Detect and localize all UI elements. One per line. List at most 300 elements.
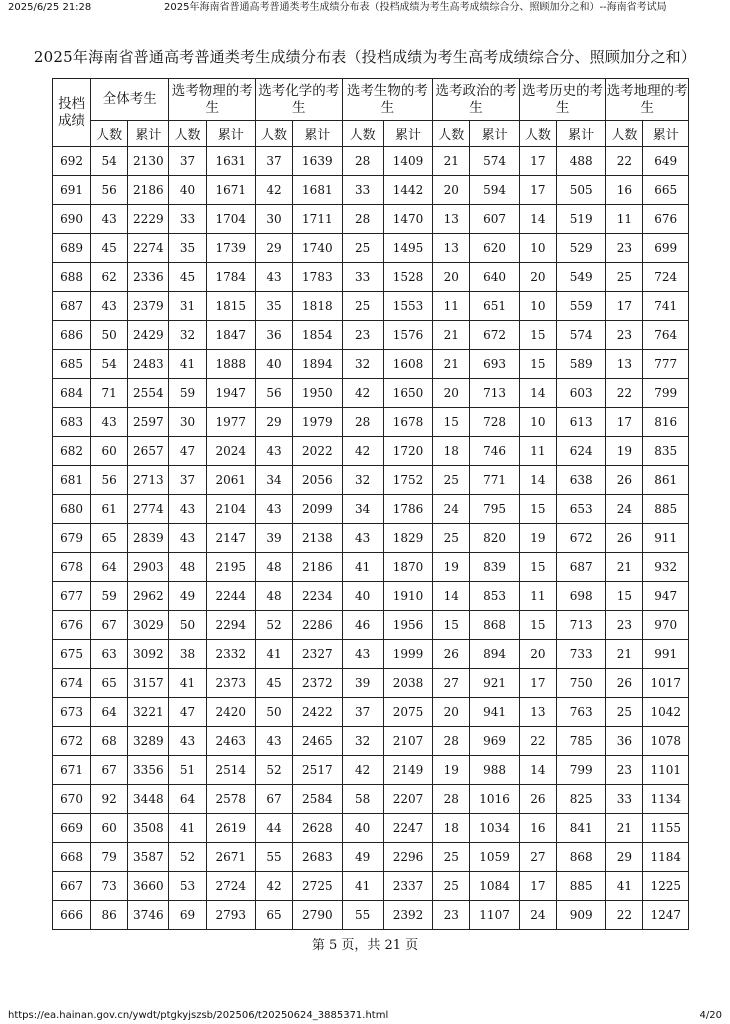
sub-header-count: 人数 [169, 121, 206, 147]
cell-all-count: 43 [91, 292, 128, 321]
cell-geography-cumulative: 699 [643, 234, 689, 263]
cell-history-cumulative: 589 [556, 350, 605, 379]
cell-politics-cumulative: 988 [470, 756, 519, 785]
cell-all-count: 64 [91, 553, 128, 582]
cell-politics-cumulative: 853 [470, 582, 519, 611]
cell-history-cumulative: 624 [556, 437, 605, 466]
cell-physics-count: 38 [169, 640, 206, 669]
cell-all-cumulative: 2483 [128, 350, 169, 379]
cell-all-cumulative: 3508 [128, 814, 169, 843]
cell-chemistry-cumulative: 2422 [293, 698, 342, 727]
cell-biology-count: 25 [342, 292, 383, 321]
cell-geography-count: 33 [606, 785, 643, 814]
table-row [53, 814, 689, 843]
cell-politics-cumulative: 640 [470, 263, 519, 292]
cell-history-count: 15 [519, 495, 556, 524]
cell-chemistry-count: 43 [256, 727, 293, 756]
cell-politics-count: 25 [433, 466, 470, 495]
cell-score: 683 [53, 408, 91, 437]
cell-biology-cumulative: 2207 [383, 785, 432, 814]
cell-history-cumulative: 549 [556, 263, 605, 292]
cell-physics-cumulative: 2578 [206, 785, 255, 814]
cell-biology-count: 40 [342, 582, 383, 611]
cell-score: 681 [53, 466, 91, 495]
cell-politics-cumulative: 607 [470, 205, 519, 234]
cell-politics-cumulative: 795 [470, 495, 519, 524]
cell-geography-count: 29 [606, 843, 643, 872]
cell-geography-cumulative: 911 [643, 524, 689, 553]
cell-politics-cumulative: 620 [470, 234, 519, 263]
group-header-row [53, 79, 689, 121]
sub-header-row [53, 121, 689, 147]
cell-geography-count: 11 [606, 205, 643, 234]
cell-all-cumulative: 2713 [128, 466, 169, 495]
cell-history-count: 14 [519, 205, 556, 234]
cell-chemistry-cumulative: 2099 [293, 495, 342, 524]
cell-chemistry-cumulative: 1639 [293, 147, 342, 176]
cell-biology-cumulative: 1495 [383, 234, 432, 263]
cell-physics-count: 41 [169, 350, 206, 379]
group-header-biology: 选考生物的考生 [342, 79, 433, 121]
cell-all-count: 62 [91, 263, 128, 292]
cell-biology-count: 46 [342, 611, 383, 640]
cell-politics-count: 25 [433, 872, 470, 901]
cell-score: 671 [53, 756, 91, 785]
table-row [53, 756, 689, 785]
cell-history-count: 10 [519, 292, 556, 321]
cell-all-cumulative: 2657 [128, 437, 169, 466]
cell-chemistry-cumulative: 2725 [293, 872, 342, 901]
cell-biology-cumulative: 1720 [383, 437, 432, 466]
cell-physics-cumulative: 1631 [206, 147, 255, 176]
cell-score: 676 [53, 611, 91, 640]
cell-history-count: 10 [519, 234, 556, 263]
cell-biology-count: 33 [342, 263, 383, 292]
cell-chemistry-count: 43 [256, 437, 293, 466]
cell-physics-count: 32 [169, 321, 206, 350]
cell-biology-cumulative: 1470 [383, 205, 432, 234]
cell-all-cumulative: 2130 [128, 147, 169, 176]
cell-physics-count: 51 [169, 756, 206, 785]
cell-all-count: 71 [91, 379, 128, 408]
print-page-title: 2025年海南省普通高考普通类考生成绩分布表（投档成绩为考生高考成绩综合分、照顾加分之和）--海南省考试局 [164, 2, 667, 13]
cell-score: 672 [53, 727, 91, 756]
cell-chemistry-count: 29 [256, 408, 293, 437]
cell-history-count: 11 [519, 437, 556, 466]
cell-biology-count: 43 [342, 524, 383, 553]
cell-physics-cumulative: 2024 [206, 437, 255, 466]
table-row [53, 263, 689, 292]
table-body [53, 147, 689, 930]
group-header-geography: 选考地理的考生 [606, 79, 689, 121]
cell-all-cumulative: 2274 [128, 234, 169, 263]
cell-chemistry-cumulative: 1711 [293, 205, 342, 234]
cell-chemistry-cumulative: 2186 [293, 553, 342, 582]
table-row [53, 437, 689, 466]
cell-physics-cumulative: 1977 [206, 408, 255, 437]
cell-geography-cumulative: 741 [643, 292, 689, 321]
cell-geography-count: 24 [606, 495, 643, 524]
sub-header-count: 人数 [433, 121, 470, 147]
cell-geography-cumulative: 970 [643, 611, 689, 640]
cell-history-count: 14 [519, 466, 556, 495]
cell-geography-cumulative: 816 [643, 408, 689, 437]
group-header-all: 全体考生 [91, 79, 169, 121]
cell-politics-count: 13 [433, 234, 470, 263]
cell-physics-count: 52 [169, 843, 206, 872]
cell-biology-cumulative: 1576 [383, 321, 432, 350]
cell-biology-cumulative: 1442 [383, 176, 432, 205]
cell-politics-cumulative: 1084 [470, 872, 519, 901]
table-row [53, 176, 689, 205]
cell-all-count: 54 [91, 147, 128, 176]
sub-header-cumulative: 累计 [128, 121, 169, 147]
cell-geography-count: 23 [606, 321, 643, 350]
cell-geography-cumulative: 991 [643, 640, 689, 669]
cell-geography-count: 16 [606, 176, 643, 205]
cell-all-count: 86 [91, 901, 128, 930]
cell-geography-cumulative: 1101 [643, 756, 689, 785]
cell-biology-count: 23 [342, 321, 383, 350]
cell-biology-count: 42 [342, 437, 383, 466]
cell-all-count: 43 [91, 205, 128, 234]
group-header-physics: 选考物理的考生 [169, 79, 256, 121]
sub-header-cumulative: 累计 [556, 121, 605, 147]
cell-politics-count: 21 [433, 147, 470, 176]
cell-chemistry-cumulative: 1818 [293, 292, 342, 321]
cell-history-count: 14 [519, 379, 556, 408]
table-row [53, 524, 689, 553]
cell-all-count: 73 [91, 872, 128, 901]
cell-physics-count: 47 [169, 437, 206, 466]
cell-politics-cumulative: 771 [470, 466, 519, 495]
cell-chemistry-cumulative: 2372 [293, 669, 342, 698]
cell-physics-cumulative: 1847 [206, 321, 255, 350]
cell-chemistry-cumulative: 2327 [293, 640, 342, 669]
cell-history-cumulative: 713 [556, 611, 605, 640]
cell-biology-count: 42 [342, 379, 383, 408]
cell-biology-count: 41 [342, 553, 383, 582]
cell-physics-cumulative: 2619 [206, 814, 255, 843]
group-header-chemistry: 选考化学的考生 [256, 79, 343, 121]
cell-politics-cumulative: 1107 [470, 901, 519, 930]
cell-all-cumulative: 3029 [128, 611, 169, 640]
cell-politics-count: 14 [433, 582, 470, 611]
table-row [53, 147, 689, 176]
page-indicator: 第 5 页，共 21 页 [311, 938, 419, 953]
cell-physics-count: 37 [169, 466, 206, 495]
cell-physics-count: 35 [169, 234, 206, 263]
cell-chemistry-count: 42 [256, 872, 293, 901]
sub-header-cumulative: 累计 [383, 121, 432, 147]
cell-geography-count: 22 [606, 379, 643, 408]
cell-chemistry-cumulative: 1854 [293, 321, 342, 350]
cell-geography-count: 13 [606, 350, 643, 379]
cell-physics-cumulative: 2373 [206, 669, 255, 698]
cell-geography-count: 36 [606, 727, 643, 756]
cell-chemistry-count: 34 [256, 466, 293, 495]
cell-biology-cumulative: 1910 [383, 582, 432, 611]
cell-politics-count: 15 [433, 611, 470, 640]
cell-physics-count: 43 [169, 495, 206, 524]
cell-politics-cumulative: 868 [470, 611, 519, 640]
cell-geography-cumulative: 799 [643, 379, 689, 408]
table-row [53, 408, 689, 437]
cell-politics-count: 21 [433, 350, 470, 379]
cell-biology-cumulative: 1553 [383, 292, 432, 321]
cell-chemistry-count: 41 [256, 640, 293, 669]
cell-chemistry-count: 36 [256, 321, 293, 350]
cell-physics-cumulative: 1704 [206, 205, 255, 234]
cell-physics-count: 47 [169, 698, 206, 727]
cell-score: 679 [53, 524, 91, 553]
cell-score: 688 [53, 263, 91, 292]
sub-header-count: 人数 [91, 121, 128, 147]
cell-all-count: 60 [91, 437, 128, 466]
cell-history-count: 11 [519, 582, 556, 611]
cell-score: 692 [53, 147, 91, 176]
cell-physics-cumulative: 2332 [206, 640, 255, 669]
cell-politics-count: 21 [433, 321, 470, 350]
cell-geography-count: 21 [606, 553, 643, 582]
cell-chemistry-cumulative: 1950 [293, 379, 342, 408]
cell-geography-cumulative: 835 [643, 437, 689, 466]
group-header-history: 选考历史的考生 [519, 79, 606, 121]
cell-geography-count: 21 [606, 814, 643, 843]
cell-geography-cumulative: 724 [643, 263, 689, 292]
cell-biology-cumulative: 2296 [383, 843, 432, 872]
cell-history-count: 17 [519, 669, 556, 698]
cell-history-cumulative: 785 [556, 727, 605, 756]
cell-history-count: 17 [519, 147, 556, 176]
cell-score: 689 [53, 234, 91, 263]
cell-all-cumulative: 2774 [128, 495, 169, 524]
cell-all-cumulative: 2839 [128, 524, 169, 553]
cell-all-cumulative: 2379 [128, 292, 169, 321]
cell-history-count: 15 [519, 611, 556, 640]
cell-physics-count: 41 [169, 669, 206, 698]
cell-biology-count: 25 [342, 234, 383, 263]
cell-history-cumulative: 733 [556, 640, 605, 669]
cell-biology-cumulative: 1608 [383, 350, 432, 379]
cell-chemistry-count: 29 [256, 234, 293, 263]
cell-politics-count: 19 [433, 756, 470, 785]
table-row [53, 466, 689, 495]
cell-politics-cumulative: 969 [470, 727, 519, 756]
cell-score: 690 [53, 205, 91, 234]
cell-geography-count: 26 [606, 466, 643, 495]
cell-politics-cumulative: 820 [470, 524, 519, 553]
cell-history-count: 15 [519, 321, 556, 350]
table-row [53, 785, 689, 814]
cell-physics-count: 59 [169, 379, 206, 408]
cell-physics-count: 45 [169, 263, 206, 292]
cell-physics-cumulative: 2195 [206, 553, 255, 582]
cell-biology-count: 49 [342, 843, 383, 872]
cell-politics-count: 24 [433, 495, 470, 524]
table-row [53, 640, 689, 669]
cell-geography-cumulative: 777 [643, 350, 689, 379]
cell-politics-cumulative: 651 [470, 292, 519, 321]
cell-politics-count: 19 [433, 553, 470, 582]
cell-history-cumulative: 638 [556, 466, 605, 495]
table-row [53, 901, 689, 930]
cell-geography-count: 25 [606, 263, 643, 292]
cell-history-cumulative: 909 [556, 901, 605, 930]
cell-politics-cumulative: 894 [470, 640, 519, 669]
cell-biology-cumulative: 1999 [383, 640, 432, 669]
sub-header-count: 人数 [256, 121, 293, 147]
cell-all-count: 60 [91, 814, 128, 843]
cell-all-count: 56 [91, 466, 128, 495]
cell-physics-count: 33 [169, 205, 206, 234]
sub-header-cumulative: 累计 [293, 121, 342, 147]
cell-chemistry-cumulative: 2683 [293, 843, 342, 872]
cell-history-count: 20 [519, 263, 556, 292]
cell-physics-cumulative: 1947 [206, 379, 255, 408]
cell-chemistry-count: 42 [256, 176, 293, 205]
cell-politics-cumulative: 574 [470, 147, 519, 176]
cell-history-cumulative: 687 [556, 553, 605, 582]
sub-header-cumulative: 累计 [470, 121, 519, 147]
table-row [53, 379, 689, 408]
cell-geography-cumulative: 1247 [643, 901, 689, 930]
cell-physics-count: 50 [169, 611, 206, 640]
table-row [53, 727, 689, 756]
cell-biology-count: 32 [342, 350, 383, 379]
cell-politics-count: 28 [433, 727, 470, 756]
cell-chemistry-count: 30 [256, 205, 293, 234]
cell-geography-cumulative: 665 [643, 176, 689, 205]
cell-politics-count: 20 [433, 176, 470, 205]
cell-chemistry-count: 44 [256, 814, 293, 843]
cell-geography-cumulative: 764 [643, 321, 689, 350]
cell-politics-count: 18 [433, 437, 470, 466]
cell-geography-count: 23 [606, 611, 643, 640]
cell-history-cumulative: 505 [556, 176, 605, 205]
cell-biology-count: 42 [342, 756, 383, 785]
cell-geography-cumulative: 1017 [643, 669, 689, 698]
cell-score: 666 [53, 901, 91, 930]
sub-header-cumulative: 累计 [206, 121, 255, 147]
cell-score: 687 [53, 292, 91, 321]
cell-history-cumulative: 763 [556, 698, 605, 727]
cell-geography-cumulative: 861 [643, 466, 689, 495]
cell-chemistry-cumulative: 1681 [293, 176, 342, 205]
cell-biology-count: 40 [342, 814, 383, 843]
cell-history-cumulative: 653 [556, 495, 605, 524]
cell-chemistry-count: 45 [256, 669, 293, 698]
cell-biology-cumulative: 1752 [383, 466, 432, 495]
cell-history-count: 17 [519, 872, 556, 901]
cell-politics-cumulative: 746 [470, 437, 519, 466]
cell-score: 673 [53, 698, 91, 727]
cell-all-count: 67 [91, 611, 128, 640]
cell-biology-cumulative: 2247 [383, 814, 432, 843]
cell-history-count: 22 [519, 727, 556, 756]
cell-all-cumulative: 2903 [128, 553, 169, 582]
cell-biology-cumulative: 1528 [383, 263, 432, 292]
cell-geography-cumulative: 1042 [643, 698, 689, 727]
table-row [53, 553, 689, 582]
cell-history-cumulative: 799 [556, 756, 605, 785]
cell-score: 684 [53, 379, 91, 408]
cell-score: 680 [53, 495, 91, 524]
cell-politics-cumulative: 594 [470, 176, 519, 205]
cell-all-cumulative: 3448 [128, 785, 169, 814]
cell-physics-cumulative: 2724 [206, 872, 255, 901]
cell-geography-count: 17 [606, 292, 643, 321]
cell-all-count: 79 [91, 843, 128, 872]
cell-history-cumulative: 841 [556, 814, 605, 843]
cell-geography-count: 26 [606, 669, 643, 698]
cell-all-cumulative: 2597 [128, 408, 169, 437]
cell-all-count: 45 [91, 234, 128, 263]
table-row [53, 843, 689, 872]
cell-physics-cumulative: 2793 [206, 901, 255, 930]
cell-geography-count: 15 [606, 582, 643, 611]
cell-score: 669 [53, 814, 91, 843]
table-row [53, 582, 689, 611]
cell-history-count: 16 [519, 814, 556, 843]
cell-biology-cumulative: 1956 [383, 611, 432, 640]
cell-history-cumulative: 825 [556, 785, 605, 814]
cell-score: 667 [53, 872, 91, 901]
cell-all-count: 92 [91, 785, 128, 814]
cell-biology-cumulative: 1786 [383, 495, 432, 524]
cell-history-cumulative: 885 [556, 872, 605, 901]
cell-history-count: 15 [519, 553, 556, 582]
cell-all-cumulative: 2429 [128, 321, 169, 350]
cell-all-count: 56 [91, 176, 128, 205]
cell-score: 685 [53, 350, 91, 379]
cell-history-count: 15 [519, 350, 556, 379]
cell-score: 675 [53, 640, 91, 669]
cell-all-cumulative: 2554 [128, 379, 169, 408]
cell-all-cumulative: 3157 [128, 669, 169, 698]
cell-biology-count: 32 [342, 466, 383, 495]
cell-all-count: 65 [91, 524, 128, 553]
cell-all-cumulative: 2186 [128, 176, 169, 205]
cell-physics-cumulative: 2514 [206, 756, 255, 785]
cell-politics-count: 20 [433, 698, 470, 727]
cell-history-cumulative: 529 [556, 234, 605, 263]
sub-header-cumulative: 累计 [643, 121, 689, 147]
cell-geography-cumulative: 885 [643, 495, 689, 524]
cell-politics-cumulative: 1016 [470, 785, 519, 814]
cell-score: 668 [53, 843, 91, 872]
cell-score: 682 [53, 437, 91, 466]
cell-politics-count: 20 [433, 379, 470, 408]
cell-all-count: 67 [91, 756, 128, 785]
cell-all-count: 54 [91, 350, 128, 379]
cell-biology-count: 28 [342, 147, 383, 176]
cell-geography-count: 23 [606, 756, 643, 785]
cell-all-count: 43 [91, 408, 128, 437]
cell-history-count: 10 [519, 408, 556, 437]
cell-politics-cumulative: 941 [470, 698, 519, 727]
cell-physics-count: 30 [169, 408, 206, 437]
print-timestamp: 2025/6/25 21:28 [8, 2, 92, 13]
cell-score: 691 [53, 176, 91, 205]
cell-geography-cumulative: 1225 [643, 872, 689, 901]
cell-all-cumulative: 3746 [128, 901, 169, 930]
cell-politics-count: 23 [433, 901, 470, 930]
cell-physics-count: 48 [169, 553, 206, 582]
cell-chemistry-count: 40 [256, 350, 293, 379]
cell-politics-count: 11 [433, 292, 470, 321]
cell-biology-count: 32 [342, 727, 383, 756]
